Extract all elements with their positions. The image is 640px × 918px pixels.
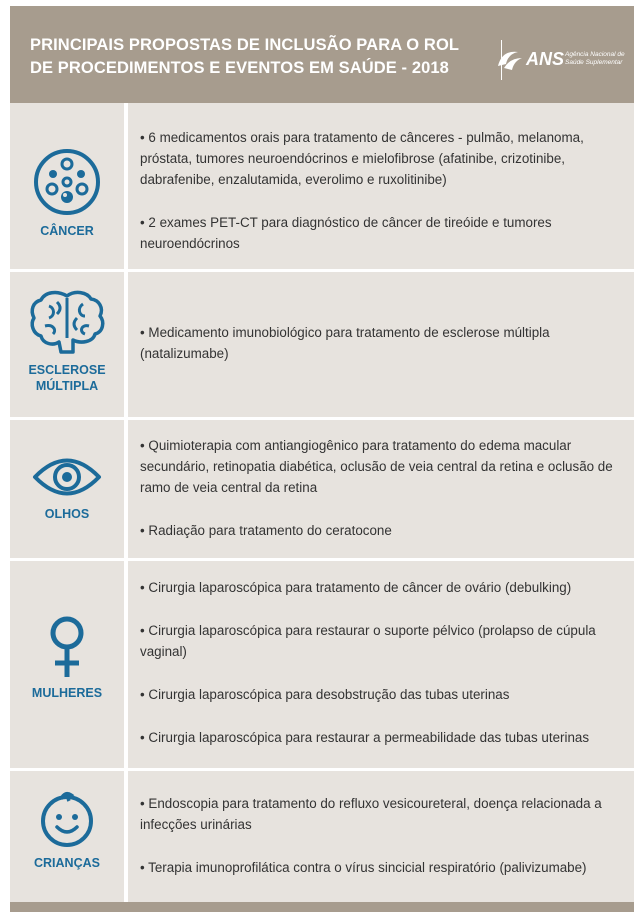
list-item: • Cirurgia laparoscópica para restaurar o suporte pélvico (prolapso de cúpula vaginal) [140,623,596,659]
section-cancer [10,103,634,269]
section-items [140,577,626,748]
section-items [140,127,626,254]
column-divider [124,272,128,417]
column-divider [124,420,128,558]
list-item: • Terapia imunoprofilática contra o vírus sincicial respiratório (palivizumabe) [140,860,587,875]
list-item: • Cirurgia laparoscópica para restaurar a permeabilidade das tubas uterinas [140,730,590,745]
section-icon-cell [10,103,124,269]
baby-face-icon [37,789,97,849]
icon-wrap [10,789,124,871]
title-line-1: PRINCIPAIS PROPOSTAS DE INCLUSÃO PARA O ROL [30,36,460,54]
section-icon-cell [10,561,124,768]
eye-icon [31,454,103,500]
list-item: • Endoscopia para tratamento do refluxo vesicoureteral, doença relacionada a infecções urinárias [140,796,602,832]
list-item: • Radiação para tratamento do ceratocone [140,523,392,538]
logo-sub-line-1: Agência Nacional de [565,51,625,58]
section-label: MULHERES [31,686,103,700]
section-label: CRIANÇAS [34,856,100,870]
page-title [30,34,490,80]
logo-text: ANS [526,49,565,69]
section-icon-cell [10,420,124,558]
section-label: ESCLEROSE MÚLTIPLA [28,363,106,393]
section-items [140,793,626,878]
list-item: • Cirurgia laparoscópica para desobstrução das tubas uterinas [140,687,510,702]
section-items [140,322,626,364]
title-line-2: DE PROCEDIMENTOS E EVENTOS EM SAÚDE - 2018 [30,59,449,77]
icon-wrap [10,288,124,394]
list-item: • Quimioterapia com antiangiogênico para tratamento do edema macular secundário, retinopatia diabética, oclusão de veia central da retina e oclusão de ramo de veia central da retina [140,438,613,495]
ans-logo [494,46,624,78]
column-divider [124,561,128,768]
ans-logo-mark-icon [494,46,524,74]
section-olhos [10,420,634,558]
brain-icon [27,288,107,356]
infographic-card [10,6,634,912]
header [10,6,634,103]
icon-wrap [10,615,124,701]
section-esclerose-multipla [10,272,634,417]
section-items [140,435,626,541]
female-symbol-icon [47,615,87,679]
logo-sub-line-2: Saúde Suplementar [565,59,623,66]
column-divider [124,103,128,269]
list-item: • Medicamento imunobiológico para tratamento de esclerose múltipla (natalizumabe) [140,325,550,361]
logo-subtitle [565,51,625,67]
icon-wrap [10,454,124,522]
cells-icon [32,147,102,217]
section-mulheres [10,561,634,768]
section-label: CÂNCER [40,224,94,238]
section-icon-cell [10,272,124,417]
column-divider [124,771,128,902]
list-item: • 6 medicamentos orais para tratamento de cânceres - pulmão, melanoma, próstata, tumores neuroendócrinos e mielofibrose (afatinibe, crizotinibe, dabrafenibe, enzalutamida, everolimo e ruxolitinibe) [140,130,584,187]
list-item: • Cirurgia laparoscópica para tratamento de câncer de ovário (debulking) [140,580,572,595]
section-icon-cell [10,771,124,902]
icon-wrap [10,147,124,239]
section-criancas [10,771,634,902]
list-item: • 2 exames PET-CT para diagnóstico de câncer de tireóide e tumores neuroendócrinos [140,215,552,251]
section-label: OLHOS [44,507,90,521]
